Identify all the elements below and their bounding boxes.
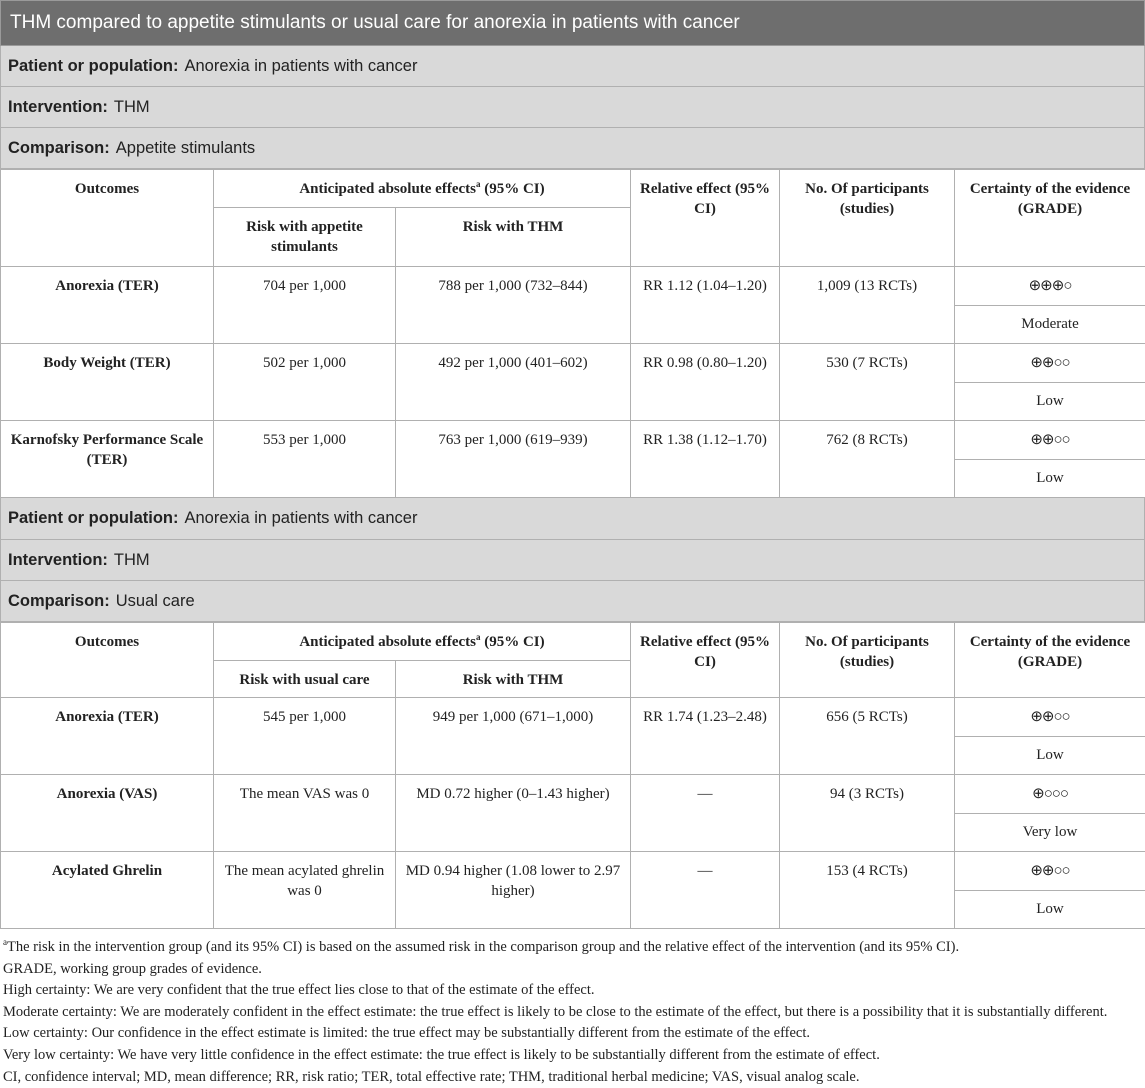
table-title: THM compared to appetite stimulants or usual care for anorexia in patients with cancer <box>0 0 1145 46</box>
participants-cell: 1,009 (13 RCTs) <box>780 267 955 344</box>
header-certainty: Certainty of the evidence (GRADE) <box>955 170 1145 267</box>
comparison-label: Comparison: <box>8 592 110 611</box>
certainty-symbol: ⊕⊕⊕○ <box>955 267 1145 306</box>
relative-effect-cell: RR 0.98 (0.80–1.20) <box>631 344 780 421</box>
comparison-band <box>0 581 1145 622</box>
comparison-band <box>0 128 1145 169</box>
outcome-cell: Anorexia (VAS) <box>1 775 214 852</box>
table-row <box>1 775 1145 814</box>
header-risk-comparator: Risk with usual care <box>214 661 396 698</box>
participants-cell: 656 (5 RCTs) <box>780 698 955 775</box>
table-row <box>1 698 1145 737</box>
population-value: Anorexia in patients with cancer <box>185 57 418 76</box>
header-relative-effect: Relative effect (95% CI) <box>631 623 780 698</box>
intervention-band <box>0 540 1145 581</box>
footnote-line: CI, confidence interval; MD, mean difference; RR, risk ratio; TER, total effective rate; THM, traditional herbal medicine; VAS, visual analog scale. <box>3 1067 1142 1088</box>
comparison-label: Comparison: <box>8 139 110 158</box>
comparison-value: Usual care <box>116 592 195 611</box>
population-label: Patient or population: <box>8 57 179 76</box>
intervention-band <box>0 87 1145 128</box>
certainty-symbol: ⊕⊕○○ <box>955 698 1145 737</box>
footnote-a <box>3 937 1142 959</box>
population-band <box>0 498 1145 540</box>
population-value: Anorexia in patients with cancer <box>185 509 418 528</box>
footnote-line: GRADE, working group grades of evidence. <box>3 959 1142 981</box>
certainty-symbol: ⊕⊕○○ <box>955 344 1145 383</box>
relative-effect-cell: — <box>631 852 780 929</box>
header-participants: No. Of participants (studies) <box>780 623 955 698</box>
outcome-cell: Karnofsky Performance Scale (TER) <box>1 421 214 498</box>
outcome-cell: Body Weight (TER) <box>1 344 214 421</box>
risk-comparator-cell: 502 per 1,000 <box>214 344 396 421</box>
risk-comparator-cell: 545 per 1,000 <box>214 698 396 775</box>
footnote-line: Very low certainty: We have very little confidence in the effect estimate: the true effect is likely to be substantially different from the estimate of effect. <box>3 1045 1142 1067</box>
population-label: Patient or population: <box>8 509 179 528</box>
footnote-line: High certainty: We are very confident that the true effect lies close to that of the estimate of the effect. <box>3 980 1142 1002</box>
risk-comparator-cell: 704 per 1,000 <box>214 267 396 344</box>
sections-container <box>0 46 1145 929</box>
header-anticipated: Anticipated absolute effects$^a$ (95% CI) <box>214 170 631 208</box>
certainty-label: Very low <box>955 814 1145 852</box>
risk-thm-cell: 788 per 1,000 (732–844) <box>396 267 631 344</box>
findings-table <box>0 169 1145 498</box>
risk-thm-cell: MD 0.72 higher (0–1.43 higher) <box>396 775 631 852</box>
outcome-cell: Anorexia (TER) <box>1 698 214 775</box>
footnotes <box>0 929 1145 1088</box>
intervention-value: THM <box>114 98 150 117</box>
intervention-value: THM <box>114 551 150 570</box>
certainty-label: Low <box>955 737 1145 775</box>
certainty-symbol: ⊕○○○ <box>955 775 1145 814</box>
table-row <box>1 267 1145 306</box>
intervention-label: Intervention: <box>8 98 108 117</box>
header-relative-effect: Relative effect (95% CI) <box>631 170 780 267</box>
outcome-cell: Anorexia (TER) <box>1 267 214 344</box>
header-risk-thm: Risk with THM <box>396 208 631 267</box>
certainty-symbol: ⊕⊕○○ <box>955 421 1145 460</box>
risk-comparator-cell: 553 per 1,000 <box>214 421 396 498</box>
participants-cell: 94 (3 RCTs) <box>780 775 955 852</box>
table-row <box>1 421 1145 460</box>
risk-thm-cell: MD 0.94 higher (1.08 lower to 2.97 higher) <box>396 852 631 929</box>
table-row <box>1 852 1145 891</box>
certainty-label: Low <box>955 891 1145 929</box>
header-risk-comparator: Risk with appetite stimulants <box>214 208 396 267</box>
certainty-label: Low <box>955 383 1145 421</box>
findings-table <box>0 622 1145 929</box>
header-anticipated: Anticipated absolute effects$^a$ (95% CI) <box>214 623 631 661</box>
certainty-label: Moderate <box>955 306 1145 344</box>
header-risk-thm: Risk with THM <box>396 661 631 698</box>
participants-cell: 530 (7 RCTs) <box>780 344 955 421</box>
footnote-a-marker: a <box>3 937 7 947</box>
relative-effect-cell: RR 1.38 (1.12–1.70) <box>631 421 780 498</box>
table-row <box>1 344 1145 383</box>
risk-comparator-cell: The mean acylated ghrelin was 0 <box>214 852 396 929</box>
certainty-label: Low <box>955 460 1145 498</box>
header-outcomes: Outcomes <box>1 170 214 267</box>
comparison-value: Appetite stimulants <box>116 139 255 158</box>
population-band <box>0 46 1145 87</box>
risk-thm-cell: 763 per 1,000 (619–939) <box>396 421 631 498</box>
header-certainty: Certainty of the evidence (GRADE) <box>955 623 1145 698</box>
risk-thm-cell: 949 per 1,000 (671–1,000) <box>396 698 631 775</box>
footnote-line: Moderate certainty: We are moderately confident in the effect estimate: the true effect is likely to be close to the estimate of the effect, but there is a possibility that it is substantially different. <box>3 1002 1142 1024</box>
relative-effect-cell: — <box>631 775 780 852</box>
certainty-symbol: ⊕⊕○○ <box>955 852 1145 891</box>
participants-cell: 762 (8 RCTs) <box>780 421 955 498</box>
header-participants: No. Of participants (studies) <box>780 170 955 267</box>
participants-cell: 153 (4 RCTs) <box>780 852 955 929</box>
footnote-line: Low certainty: Our confidence in the effect estimate is limited: the true effect may be substantially different from the estimate of the effect. <box>3 1023 1142 1045</box>
risk-comparator-cell: The mean VAS was 0 <box>214 775 396 852</box>
relative-effect-cell: RR 1.12 (1.04–1.20) <box>631 267 780 344</box>
footnote-a-text: The risk in the intervention group (and its 95% CI) is based on the assumed risk in the comparison group and the relative effect of the intervention (and its 95% CI). <box>7 939 959 955</box>
intervention-label: Intervention: <box>8 551 108 570</box>
header-outcomes: Outcomes <box>1 623 214 698</box>
outcome-cell: Acylated Ghrelin <box>1 852 214 929</box>
risk-thm-cell: 492 per 1,000 (401–602) <box>396 344 631 421</box>
relative-effect-cell: RR 1.74 (1.23–2.48) <box>631 698 780 775</box>
